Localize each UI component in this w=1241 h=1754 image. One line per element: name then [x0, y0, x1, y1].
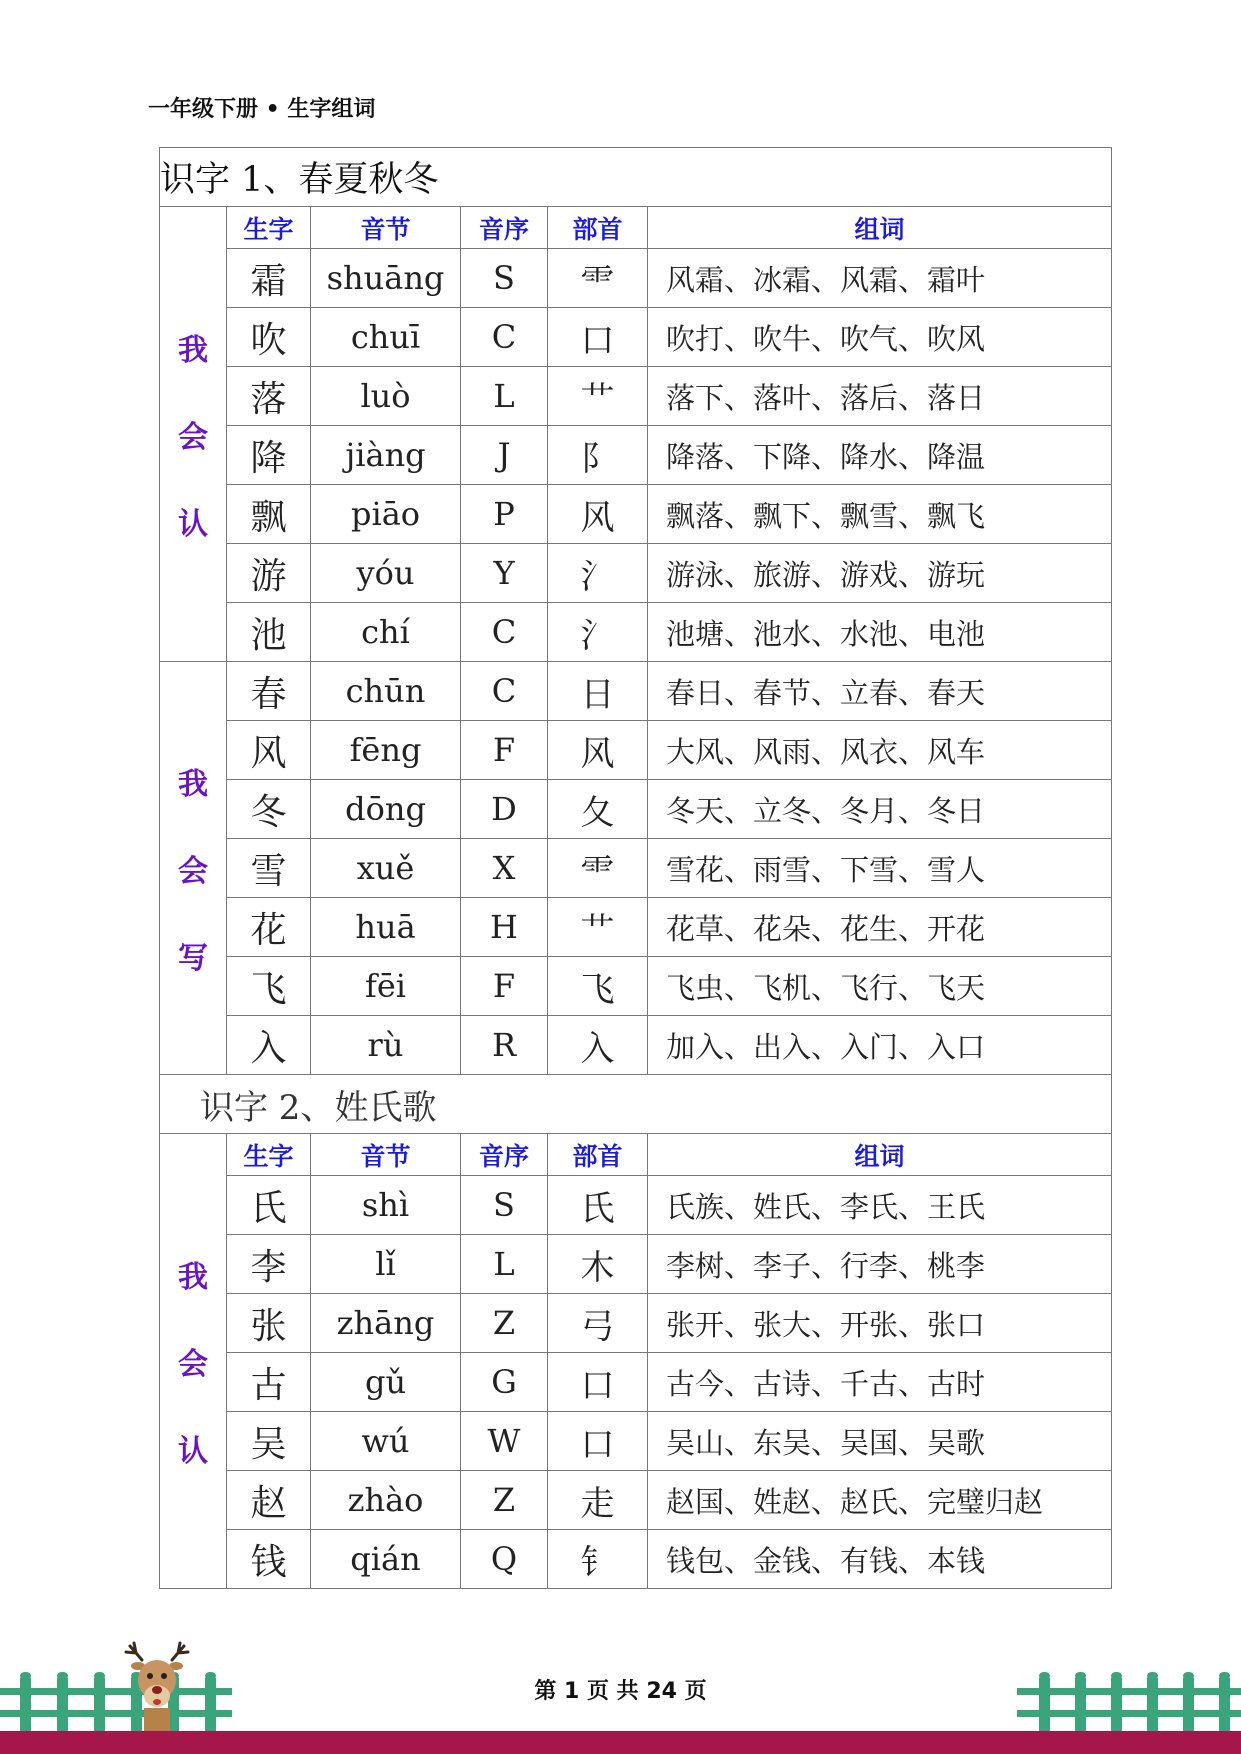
words-cell: 古今、古诗、千古、古时: [648, 1353, 1112, 1412]
words-cell: 钱包、金钱、有钱、本钱: [648, 1530, 1112, 1589]
group-label-char: 认: [178, 1434, 208, 1469]
pinyin-cell: piāo: [311, 485, 461, 544]
table-row: [160, 1176, 1112, 1235]
column-header-words: 组词: [648, 207, 1112, 249]
words-cell: 飘落、飘下、飘雪、飘飞: [648, 485, 1112, 544]
pinyin-cell: chuī: [311, 308, 461, 367]
group-label-char: 我: [178, 767, 208, 802]
table-row: [160, 1294, 1112, 1353]
table-row: [160, 1471, 1112, 1530]
words-cell: 风霜、冰霜、风霜、霜叶: [648, 249, 1112, 308]
pinyin-cell: rù: [311, 1016, 461, 1075]
character-cell: 入: [227, 1016, 311, 1075]
words-cell: 雪花、雨雪、下雪、雪人: [648, 839, 1112, 898]
order-cell: Z: [461, 1294, 548, 1353]
words-cell: 吴山、东吴、吴国、吴歌: [648, 1412, 1112, 1471]
pinyin-cell: fēi: [311, 957, 461, 1016]
character-cell: 钱: [227, 1530, 311, 1589]
pinyin-cell: jiàng: [311, 426, 461, 485]
radical-cell: 口: [548, 308, 648, 367]
column-header-radical: 部首: [548, 207, 648, 249]
radical-cell: 入: [548, 1016, 648, 1075]
words-cell: 氏族、姓氏、李氏、王氏: [648, 1176, 1112, 1235]
radical-cell: 风: [548, 485, 648, 544]
radical-cell: 木: [548, 1235, 648, 1294]
radical-cell: 氵: [548, 603, 648, 662]
pinyin-cell: qián: [311, 1530, 461, 1589]
character-cell: 霜: [227, 249, 311, 308]
words-cell: 吹打、吹牛、吹气、吹风: [648, 308, 1112, 367]
group-label-char: 我: [178, 333, 208, 368]
radical-cell: 飞: [548, 957, 648, 1016]
table-row: [160, 426, 1112, 485]
order-cell: X: [461, 839, 548, 898]
bottom-bar: [0, 1731, 1241, 1754]
column-header-pinyin: 音节: [311, 1134, 461, 1176]
order-cell: Q: [461, 1530, 548, 1589]
column-header-words: 组词: [648, 1134, 1112, 1176]
group-label: [160, 1252, 226, 1470]
order-cell: C: [461, 308, 548, 367]
column-header-char: 生字: [227, 1134, 311, 1176]
column-header-radical: 部首: [548, 1134, 648, 1176]
column-header-row: [160, 1134, 1112, 1176]
character-cell: 飘: [227, 485, 311, 544]
table-row: [160, 662, 1112, 721]
words-cell: 春日、春节、立春、春天: [648, 662, 1112, 721]
group-label-char: 会: [178, 420, 208, 455]
radical-cell: 口: [548, 1353, 648, 1412]
lesson-title: 识字 1、春夏秋冬: [160, 148, 1112, 207]
pinyin-cell: wú: [311, 1412, 461, 1471]
pinyin-cell: chūn: [311, 662, 461, 721]
character-cell: 吴: [227, 1412, 311, 1471]
character-cell: 池: [227, 603, 311, 662]
order-cell: L: [461, 1235, 548, 1294]
radical-cell: 夂: [548, 780, 648, 839]
character-cell: 冬: [227, 780, 311, 839]
group-label-char: 会: [178, 1347, 208, 1382]
group-label-char: 会: [178, 854, 208, 889]
order-cell: L: [461, 367, 548, 426]
table-row: [160, 544, 1112, 603]
character-cell: 落: [227, 367, 311, 426]
words-cell: 赵国、姓赵、赵氏、完璧归赵: [648, 1471, 1112, 1530]
pinyin-cell: huā: [311, 898, 461, 957]
table-row: [160, 1353, 1112, 1412]
character-cell: 飞: [227, 957, 311, 1016]
words-cell: 游泳、旅游、游戏、游玩: [648, 544, 1112, 603]
table-row: [160, 780, 1112, 839]
radical-cell: 日: [548, 662, 648, 721]
character-cell: 春: [227, 662, 311, 721]
column-header-pinyin: 音节: [311, 207, 461, 249]
group-label-char: 我: [178, 1260, 208, 1295]
character-cell: 古: [227, 1353, 311, 1412]
group-label-char: 写: [178, 941, 208, 976]
order-cell: S: [461, 1176, 548, 1235]
pinyin-cell: lǐ: [311, 1235, 461, 1294]
group-label-char: 认: [178, 507, 208, 542]
order-cell: F: [461, 957, 548, 1016]
character-cell: 降: [227, 426, 311, 485]
page-number: 第 1 页 共 24 页: [534, 1679, 707, 1704]
character-cell: 花: [227, 898, 311, 957]
pinyin-cell: yóu: [311, 544, 461, 603]
column-header-row: [160, 207, 1112, 249]
words-cell: 大风、风雨、风衣、风车: [648, 721, 1112, 780]
pinyin-cell: zhāng: [311, 1294, 461, 1353]
words-cell: 加入、出入、入门、入口: [648, 1016, 1112, 1075]
radical-cell: 风: [548, 721, 648, 780]
lesson-title: 识字 2、姓氏歌: [160, 1075, 1112, 1134]
words-cell: 冬天、立冬、冬月、冬日: [648, 780, 1112, 839]
radical-cell: ⻗: [548, 839, 648, 898]
table-row: [160, 367, 1112, 426]
radical-cell: 阝: [548, 426, 648, 485]
words-cell: 花草、花朵、花生、开花: [648, 898, 1112, 957]
order-cell: C: [461, 662, 548, 721]
pinyin-cell: zhào: [311, 1471, 461, 1530]
order-cell: Z: [461, 1471, 548, 1530]
table-row: [160, 603, 1112, 662]
radical-cell: 氏: [548, 1176, 648, 1235]
radical-cell: 艹: [548, 898, 648, 957]
character-cell: 雪: [227, 839, 311, 898]
pinyin-cell: xuě: [311, 839, 461, 898]
radical-cell: 弓: [548, 1294, 648, 1353]
pinyin-cell: luò: [311, 367, 461, 426]
table-row: [160, 485, 1112, 544]
table-row: [160, 1412, 1112, 1471]
vocabulary-table: [159, 147, 1112, 1589]
table-row: [160, 898, 1112, 957]
words-cell: 张开、张大、开张、张口: [648, 1294, 1112, 1353]
group-label-cell: [160, 207, 227, 662]
order-cell: C: [461, 603, 548, 662]
table-row: [160, 721, 1112, 780]
table-row: [160, 1530, 1112, 1589]
order-cell: H: [461, 898, 548, 957]
character-cell: 李: [227, 1235, 311, 1294]
radical-cell: 走: [548, 1471, 648, 1530]
group-label-cell: [160, 662, 227, 1075]
table-row: [160, 839, 1112, 898]
table-row: [160, 308, 1112, 367]
order-cell: F: [461, 721, 548, 780]
pinyin-cell: gǔ: [311, 1353, 461, 1412]
character-cell: 游: [227, 544, 311, 603]
character-cell: 风: [227, 721, 311, 780]
pinyin-cell: chí: [311, 603, 461, 662]
character-cell: 赵: [227, 1471, 311, 1530]
pinyin-cell: shì: [311, 1176, 461, 1235]
order-cell: Y: [461, 544, 548, 603]
lesson-title-row: [160, 1075, 1112, 1134]
order-cell: D: [461, 780, 548, 839]
group-label-cell: [160, 1134, 227, 1589]
lesson-title-row: [160, 148, 1112, 207]
table-row: [160, 1016, 1112, 1075]
table-row: [160, 1235, 1112, 1294]
radical-cell: 钅: [548, 1530, 648, 1589]
table-row: [160, 249, 1112, 308]
order-cell: W: [461, 1412, 548, 1471]
pinyin-cell: dōng: [311, 780, 461, 839]
radical-cell: ⻗: [548, 249, 648, 308]
radical-cell: 艹: [548, 367, 648, 426]
words-cell: 池塘、池水、水池、电池: [648, 603, 1112, 662]
order-cell: P: [461, 485, 548, 544]
column-header-order: 音序: [461, 1134, 548, 1176]
group-label: [160, 325, 226, 543]
words-cell: 落下、落叶、落后、落日: [648, 367, 1112, 426]
group-label: [160, 759, 226, 977]
radical-cell: 氵: [548, 544, 648, 603]
words-cell: 降落、下降、降水、降温: [648, 426, 1112, 485]
radical-cell: 口: [548, 1412, 648, 1471]
pinyin-cell: shuāng: [311, 249, 461, 308]
order-cell: G: [461, 1353, 548, 1412]
character-cell: 吹: [227, 308, 311, 367]
order-cell: R: [461, 1016, 548, 1075]
words-cell: 李树、李子、行李、桃李: [648, 1235, 1112, 1294]
pinyin-cell: fēng: [311, 721, 461, 780]
table-row: [160, 957, 1112, 1016]
character-cell: 张: [227, 1294, 311, 1353]
column-header-order: 音序: [461, 207, 548, 249]
order-cell: J: [461, 426, 548, 485]
order-cell: S: [461, 249, 548, 308]
document-header: 一年级下册 • 生字组词: [148, 97, 376, 122]
words-cell: 飞虫、飞机、飞行、飞天: [648, 957, 1112, 1016]
character-cell: 氏: [227, 1176, 311, 1235]
column-header-char: 生字: [227, 207, 311, 249]
